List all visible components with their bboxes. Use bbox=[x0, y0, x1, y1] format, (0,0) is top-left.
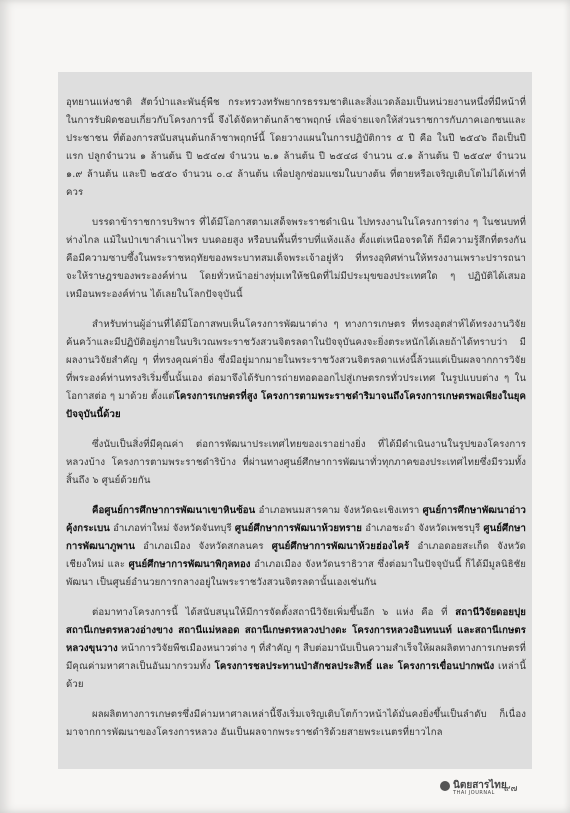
magazine-logo: นิตยสารไทย bbox=[453, 780, 507, 791]
article-body bbox=[66, 94, 526, 754]
page-footer bbox=[440, 780, 540, 800]
center-khao-hin-son: คือศูนย์การศึกษาการพัฒนาเขาหินซ้อน bbox=[92, 505, 256, 516]
paragraph-1: อุทยานแห่งชาติ สัตว์ป่าและพันธุ์พืช กระทรวงทรัพยากรธรรมชาติและสิ่งแวดล้อมเป็นหน่วยงานหนึ่งที่มีหน้าที่ในการรับผิดชอบเกี่ยวกับโครงการนี้ จึงได้จัดหาต้นกล้าชาพฤกษ์ เพื่อจ่ายแจกให้ส่วนราชการกับภาคเอกชนและประชาชน ที่ต้องการสนับสนุนต้นกล้าชาพฤกษ์นี้ โดยวางแผนในการปฏิบัติการ ๕ ปี คือ ในปี ๒๕๔๖ ถือเป็นปีแรก ปลูกจำนวน ๑ ล้านต้น ปี ๒๕๔๗ จำนวน ๒.๑ ล้านต้น ปี ๒๕๔๘ จำนวน ๔.๑ ล้านต้น ปี ๒๕๔๙ จำนวน ๑.๙ ล้านต้น และปี ๒๕๕๐ จำนวน ๐.๔ ล้านต้น เพื่อปลูกซ่อมแซมในบางต้น ที่ตายหรือเจริญเติบโตไม่ได้เท่าที่ควร bbox=[66, 97, 526, 198]
paragraph-2: บรรดาข้าราชการบริพาร ที่ได้มีโอกาสตามเสด็จพระราชดำเนิน ไปทรงงานในโครงการต่าง ๆ ในชนบทที่ห่างไกล แม้ในป่าเขาลำเนาไพร บนดอยสูง หรือบนพื้นที่ราบที่แห้งแล้ง ตั้งแต่เหนือจรดใต้ ก็มีความรู้สึกที่ตรงกัน คือมีความซาบซึ้งในพระราชหฤทัยของพระบาทสมเด็จพระเจ้าอยู่หัว ที่ทรงอุทิศท่านให้ทรงงานเพราะปรารถนาจะให้ราษฎรของพระองค์ท่าน โดยทั่วหน้าอย่างทุ่มเทให้ชนิดที่ไม่มีประมุขของประเทศใด ๆ ปฏิบัติได้เสมอเหมือนพระองค์ท่าน ได้เลยในโลกปัจจุบันนี้ bbox=[66, 217, 526, 300]
center-huai-sai: ศูนย์ศึกษาการพัฒนาห้วยทราย bbox=[234, 523, 363, 534]
paragraph-3: สำหรับท่านผู้อ่านที่ได้มีโอกาสพบเห็นโครงการพัฒนาต่าง ๆ ทางการเกษตร ที่ทรงอุตส่าห์ได้ทรงงานวิจัยค้นคว้าและมีปฏิบัติอยู่ภายในบริเวณพระราชวังสวนจิตรลดาในปัจจุบันคงจะยิ่งตระหนักได้เลยถ้าได้ทราบว่า มีผลงานวิจัยสำคัญ ๆ ที่ทรงคุณค่ายิ่ง ซึ่งมีอยู่มากมายในพระราชวังสวนจิตรลดาแห่งนี้ล้วนแต่เป็นผลจากการวิจัยที่พระองค์ท่านทรงริเริ่มขึ้นนั้นเอง ต่อมาจึงได้รับการถ่ายทอดออกไปสู่เกษตรกรทั่วประเทศ ในรูปแบบต่าง ๆ ในโอกาสต่อ ๆ มาด้วย ตั้งแต่โครงการเกษตรที่สูง โครงการตามพระราชดำริมาจนถึงโครงการเกษตรพอเพียงในยุคปัจจุบันนี้ด้วย bbox=[66, 319, 526, 420]
center-ao-khung-kraben: ศูนย์การศึกษาพัฒนาอ่าวคุ้งกระเบน bbox=[66, 505, 526, 534]
magazine-logo-icon bbox=[440, 781, 450, 791]
center-huai-hong-khrai: ศูนย์ศึกษาการพัฒนาห้วยฮ่องไคร้ bbox=[271, 541, 410, 552]
paragraph-7: ผลผลิตทางการเกษตรซึ่งมีค่ามหาศาลเหล่านี้จึงเริ่มเจริญเติบโตก้าวหน้าได้มั่นคงยิ่งขึ้นเป็นลำดับ ก็เนื่องมาจากการพัฒนาของโครงการหลวง อันเป็นผลจากพระราชดำริด้วยสายพระเนตรที่ยาวไกล bbox=[66, 709, 526, 738]
page-number: ๙๗ bbox=[504, 784, 518, 794]
paragraph-6-stations: ต่อมาทางโครงการนี้ ได้สนับสนุนให้มีการจัดตั้งสถานีวิจัยเพิ่มขึ้นอีก ๖ แห่ง คือ ที่ สถานีวิจัยดอยปุย สถานีเกษตรหลวงอ่างขาง สถานีแม่หลอด สถานีเกษตรหลวงปางดะ โครงการหลวงอินทนนท์ และสถานีเกษตรหลวงขุนวาง หน้าการวิจัยพืชเมืองหนาวต่าง ๆ ที่สำคัญ ๆ สืบต่อมานับเป็นความสำเร็จให้ผลผลิตทางการเกษตรที่มีคุณค่ามหาศาลเป็นอันมากรวมทั้ง โครงการชลประทานป่าสักชลประสิทธิ์ และ โครงการเขื่อนปากพนัง เหล่านี้ด้วย bbox=[66, 607, 526, 690]
bold-royal-projects: โครงการเกษตรที่สูง โครงการตามพระราชดำริมาจนถึงโครงการเกษตรพอเพียงในยุคปัจจุบันนี้ด้วย bbox=[66, 391, 526, 420]
bold-stations: สถานีวิจัยดอยปุย สถานีเกษตรหลวงอ่างขาง สถานีแม่หลอด สถานีเกษตรหลวงปางดะ โครงการหลวงอินทนนท์ และสถานีเกษตรหลวงขุนวาง bbox=[66, 607, 526, 654]
magazine-logo-subtitle: THAI JOURNAL bbox=[453, 790, 495, 796]
paragraph-4: ซึ่งนับเป็นสิ่งที่มีคุณค่า ต่อการพัฒนาประเทศไทยของเราอย่างยิ่ง ที่ได้มีดำเนินงานในรูปของโครงการหลวงบ้าง โครงการตามพระราชดำริบ้าง ที่ผ่านทางศูนย์ศึกษาการพัฒนาทั่วทุกภาคของประเทศไทยซึ่งมีรวมทั้งสิ้นถึง ๖ ศูนย์ด้วยกัน bbox=[66, 439, 526, 486]
center-pikun-thong: ศูนย์ศึกษาการพัฒนาพิกุลทอง bbox=[128, 559, 251, 570]
bold-irrigation-projects: โครงการชลประทานป่าสักชลประสิทธิ์ และ โครงการเขื่อนปากพนัง bbox=[214, 661, 495, 672]
paragraph-5-centers: คือศูนย์การศึกษาการพัฒนาเขาหินซ้อน อำเภอพนมสารคาม จังหวัดฉะเชิงเทรา ศูนย์การศึกษาพัฒนาอ่าวคุ้งกระเบน อำเภอท่าใหม่ จังหวัดจันทบุรี ศูนย์ศึกษาการพัฒนาห้วยทราย อำเภอชะอำ จังหวัดเพชรบุรี ศูนย์ศึกษาการพัฒนาภูพาน อำเภอเมือง จังหวัดสกลนคร ศูนย์ศึกษาการพัฒนาห้วยฮ่องไคร้ อำเภอดอยสะเก็ด จังหวัดเชียงใหม่ และ ศูนย์ศึกษาการพัฒนาพิกุลทอง อำเภอเมือง จังหวัดนราธิวาส ซึ่งต่อมาในปัจจุบันนี้ ก็ได้มีมูลนิธิชัยพัฒนา เป็นศูนย์อำนวยการกลางอยู่ในพระราชวังสวนจิตรลดานั้นเองเช่นกัน bbox=[66, 505, 527, 588]
center-phu-phan: ศูนย์ศึกษาการพัฒนาภูพาน bbox=[66, 523, 527, 552]
